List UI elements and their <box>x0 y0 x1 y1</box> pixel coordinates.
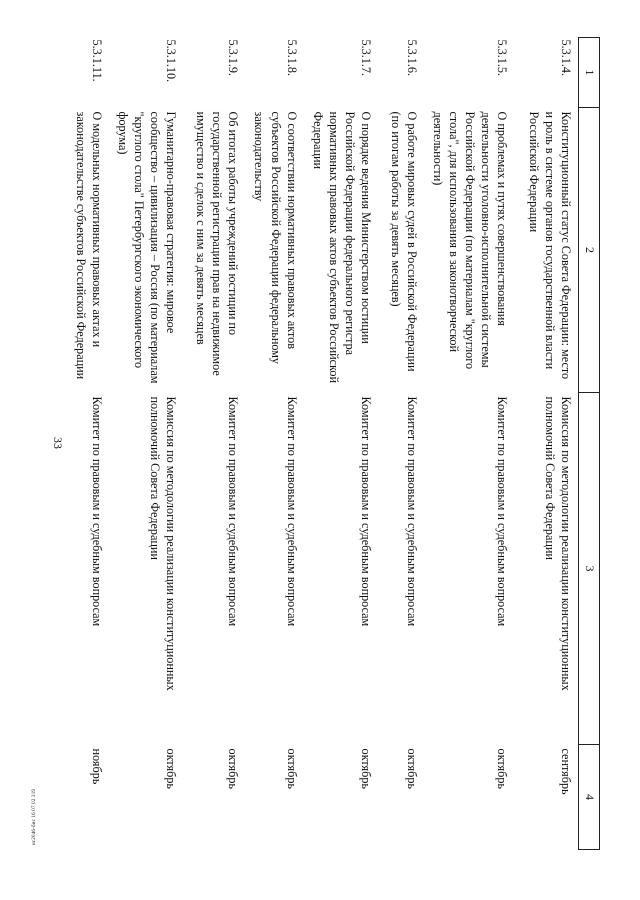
row-term: октябрь <box>284 748 299 789</box>
row-topic: О работе мировых судей в Российской Федерации (по итогам работы за девять месяцев) <box>388 111 420 372</box>
row-number: 5.3.1.7. <box>359 39 374 77</box>
row-number: 5.3.1.5. <box>495 39 510 77</box>
row-topic: Об итогах работы учреждений юстиции по государственной регистрации прав на недвижимое имущество и сделок с ним за девять месяцев <box>194 111 241 376</box>
table-row <box>515 38 579 850</box>
row-term: ноябрь <box>90 748 104 785</box>
row-term: октябрь <box>164 748 179 789</box>
table-row <box>245 38 303 850</box>
row-responsible: Комитет по правовым и судебным вопросам <box>226 396 241 627</box>
row-responsible: Комитет по правовым и судебным вопросам <box>90 396 104 627</box>
rotated-page-content <box>73 37 600 849</box>
table-header-row <box>579 38 600 850</box>
column-header-term: 4 <box>579 745 600 850</box>
row-responsible: Комиссия по методологии реализации конституционных полномочий Совета Федерации <box>148 396 179 691</box>
row-term: октябрь <box>359 748 374 789</box>
row-responsible: Комиссия по методологии реализации конституционных полномочий Совета Федерации <box>542 396 573 691</box>
row-number: 5.3.1.9. <box>226 39 241 77</box>
table-row <box>424 38 514 850</box>
column-header-topic: 2 <box>579 108 600 393</box>
footer-code: ис2046-бис 16 07 02 319 <box>32 788 37 845</box>
row-number: 5.3.1.11. <box>90 39 104 82</box>
row-topic: О проблемах и путях совершенствования деятельности уголовно-исполнительной системы Российской Федерации (по материалам "круглого стола", для использования в законотворческой деятельности) <box>431 111 510 370</box>
plan-table <box>63 37 600 850</box>
row-term: октябрь <box>495 748 510 789</box>
row-term: октябрь <box>405 748 420 789</box>
row-topic: О модельных нормативных правовых актах и законодательстве субъектов Российской Федерации <box>73 111 104 380</box>
row-topic: О соответствии нормативных правовых актов субъектов Российской Федерации федеральному законодательству <box>252 111 299 365</box>
page-number: 33 <box>51 437 65 449</box>
row-topic: О порядке ведения Министерством юстиции Российской Федерации федерального регистра нормативных правовых актов субъектов Российской Федерации <box>310 111 374 383</box>
row-number: 5.3.1.4. <box>559 39 573 77</box>
table-row <box>63 38 109 850</box>
table-row <box>183 38 245 850</box>
table-row <box>304 38 378 850</box>
table-row <box>109 38 183 850</box>
row-responsible: Комитет по правовым и судебным вопросам <box>359 396 374 627</box>
column-header-number: 1 <box>579 38 600 108</box>
table-row <box>378 38 424 850</box>
row-responsible: Комитет по правовым и судебным вопросам <box>405 396 420 627</box>
row-topic: Гуманитарно-правовая стратегия: мировое сообщество – цивилизация – Россия (по материалам "круглого стола" Петербургского экономического форума) <box>116 111 179 384</box>
row-topic: Конституционный статус Совета Федерации: место и роль в системе органов государственной власти Российской Федерации <box>526 111 573 380</box>
row-number: 5.3.1.8. <box>284 39 299 77</box>
row-number: 5.3.1.6. <box>405 39 420 77</box>
row-number: 5.3.1.10. <box>164 39 179 83</box>
row-responsible: Комитет по правовым и судебным вопросам <box>495 396 510 627</box>
row-term: октябрь <box>226 748 241 789</box>
column-header-responsible: 3 <box>579 393 600 745</box>
row-term: сентябрь <box>559 748 573 795</box>
row-responsible: Комитет по правовым и судебным вопросам <box>284 396 299 627</box>
